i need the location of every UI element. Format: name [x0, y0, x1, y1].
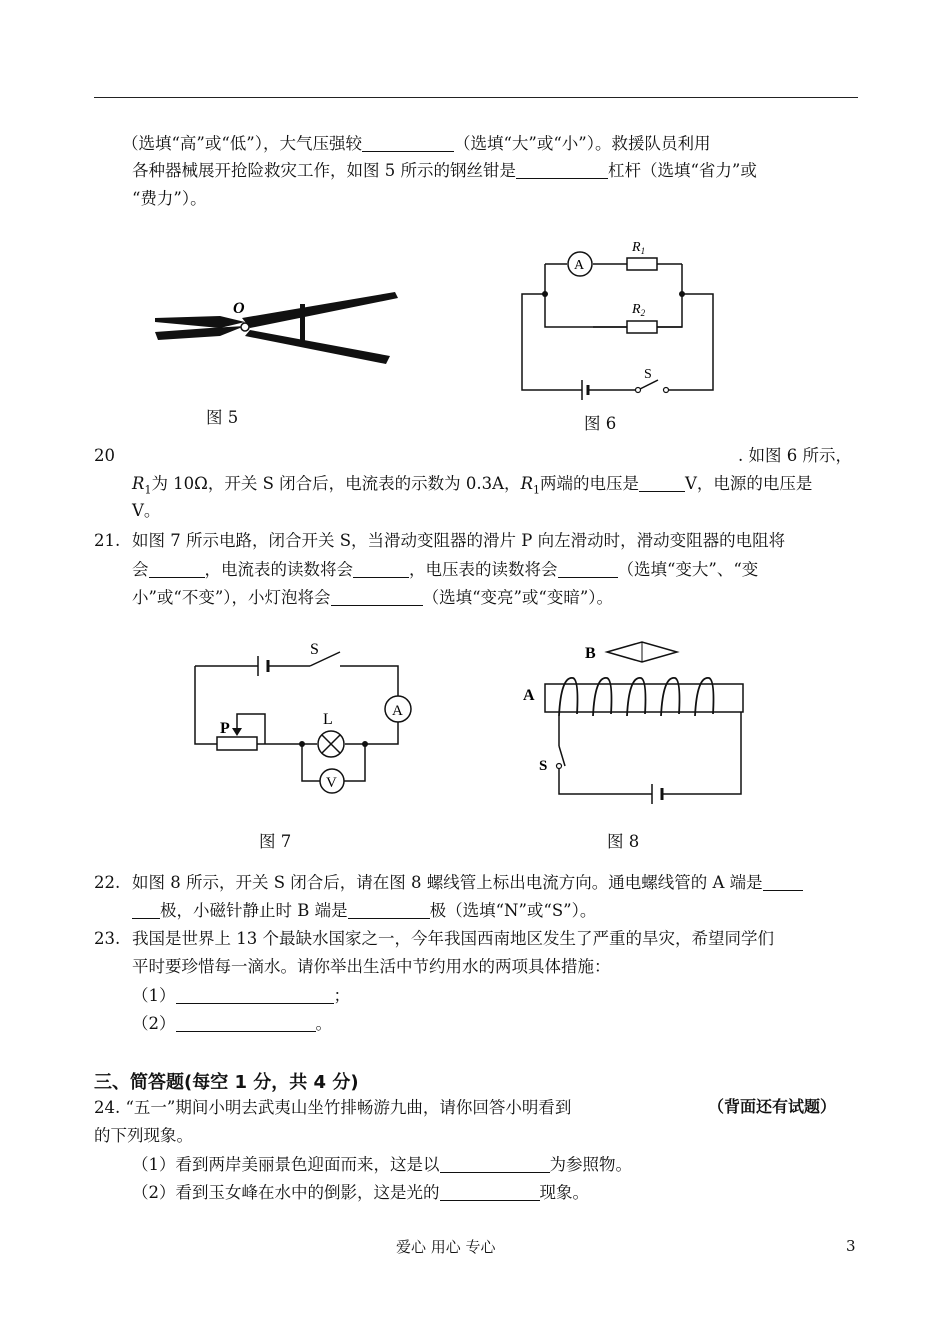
r1-label: $R_1$	[632, 240, 646, 256]
q22-line1: 如图 8 所示，开关 S 闭合后，请在图 8 螺线管上标出电流方向。通电螺线管的 A 端是	[132, 872, 803, 894]
switch-contact-icon	[664, 388, 669, 393]
answer-blank[interactable]	[362, 135, 454, 152]
q22-number: 22.	[94, 873, 121, 892]
pliers-jaw-upper	[155, 316, 245, 328]
switch-contact-icon	[636, 388, 641, 393]
q19-text: （选填“高”或“低”），大气压强较	[122, 134, 362, 153]
r1-symbol: R	[132, 474, 145, 493]
voltmeter-label: V	[326, 775, 337, 791]
switch-contact-icon	[557, 764, 562, 769]
figure-7-circuit	[180, 636, 420, 806]
q22-line2: 极，小磁针静止时 B 端是 极（选填“N”或“S”）。	[132, 900, 596, 922]
header-rule	[94, 97, 858, 98]
section-3-title: 三、简答题(每空 1 分，共 4 分)	[94, 1072, 359, 1093]
pliers-jaw-lower	[155, 326, 245, 340]
q23-item2: （2） 。	[132, 1014, 332, 1033]
lamp-label: L	[323, 711, 333, 728]
resistor-r1-icon	[627, 258, 657, 270]
answer-blank[interactable]	[440, 1184, 540, 1201]
q19-line3: “费力”）。	[132, 189, 207, 208]
figure-6-caption: 图 6	[584, 414, 617, 433]
q19-text: （选填“大”或“小”）。救援队员利用	[454, 134, 711, 153]
q20-line3: V。	[132, 501, 161, 520]
answer-blank[interactable]	[348, 902, 430, 919]
end-b-label: B	[585, 645, 596, 662]
switch-label: S	[539, 758, 548, 774]
answer-blank[interactable]	[176, 1015, 316, 1032]
junction-dot	[299, 741, 305, 747]
q20-line1-end: . 如图 6 所示，	[738, 446, 852, 465]
slider-label: P	[220, 720, 230, 737]
footer-motto: 爱心 用心 专心	[396, 1238, 496, 1256]
back-note: （背面还有试题）	[708, 1097, 837, 1116]
figure-8-solenoid	[515, 636, 755, 816]
q24-item1: （1）看到两岸美丽景色迎面而来，这是以 为参照物。	[132, 1155, 632, 1174]
q23-number: 23.	[94, 929, 121, 948]
r1-symbol: R	[520, 474, 533, 493]
q24-line1: 24. “五一”期间小明去武夷山坐竹排畅游九曲，请你回答小明看到	[94, 1098, 572, 1117]
q19-text: 杠杆（选填“省力”或	[608, 161, 757, 180]
figure-8-caption: 图 8	[607, 832, 640, 851]
q19-line1	[122, 133, 711, 155]
pliers-mark	[300, 304, 305, 344]
pliers-handle-lower	[245, 330, 390, 364]
junction-dot	[542, 291, 548, 297]
end-a-label: A	[523, 687, 535, 704]
page-number: 3	[846, 1237, 856, 1255]
figure-6-circuit	[510, 232, 730, 402]
resistor-r2-icon	[627, 321, 657, 333]
pliers-handle-upper	[242, 292, 398, 328]
figure-5-caption: 图 5	[206, 408, 239, 427]
q19-text: 各种器械展开抢险救灾工作，如图 5 所示的钢丝钳是	[132, 161, 516, 180]
answer-blank[interactable]	[440, 1156, 550, 1173]
ammeter-label: A	[392, 703, 403, 719]
rheostat-icon	[217, 737, 257, 750]
ammeter-label: A	[574, 258, 585, 273]
q21-number: 21.	[94, 531, 121, 550]
q20-line2: $R_1$为 10Ω，开关 S 闭合后，电流表的示数为 0.3A，$R_1$两端的电压是 V，电源的电压是	[132, 474, 813, 497]
figure-5-pliers	[150, 280, 400, 370]
junction-dot	[679, 291, 685, 297]
switch-label: S	[310, 641, 319, 658]
switch-label: S	[644, 367, 652, 382]
answer-blank[interactable]	[132, 902, 160, 919]
r2-label: $R_2$	[632, 302, 646, 318]
q21-line1: 如图 7 所示电路，闭合开关 S，当滑动变阻器的滑片 P 向左滑动时，滑动变阻器的电阻将	[132, 531, 786, 550]
q20-number: 20	[94, 446, 115, 465]
q21-line3: 小”或“不变”），小灯泡将会 （选填“变亮”或“变暗”）。	[132, 588, 614, 607]
answer-blank[interactable]	[176, 987, 334, 1004]
pivot-icon	[241, 323, 249, 331]
junction-dot	[362, 741, 368, 747]
answer-blank[interactable]	[331, 589, 423, 606]
answer-blank[interactable]	[353, 561, 409, 578]
answer-blank[interactable]	[558, 561, 618, 578]
q23-line2: 平时要珍惜每一滴水。请你举出生活中节约用水的两项具体措施：	[132, 957, 611, 976]
answer-blank[interactable]	[149, 561, 205, 578]
q19-line2	[132, 160, 757, 182]
pivot-label: O	[233, 300, 245, 317]
answer-blank[interactable]	[516, 162, 608, 179]
q23-item1: （1） ；	[132, 986, 350, 1005]
q24-line2: 的下列现象。	[94, 1126, 193, 1145]
figure-7-caption: 图 7	[259, 832, 292, 851]
q21-line2: 会 ，电流表的读数将会 ，电压表的读数将会 （选填“变大”、“变	[132, 560, 759, 579]
answer-blank[interactable]	[763, 874, 803, 891]
q24-item2: （2）看到玉女峰在水中的倒影，这是光的 现象。	[132, 1183, 589, 1202]
q23-line1: 我国是世界上 13 个最缺水国家之一，今年我国西南地区发生了严重的旱灾，希望同学们	[132, 929, 774, 948]
answer-blank[interactable]	[639, 475, 685, 492]
slider-arrow-icon	[232, 728, 242, 736]
